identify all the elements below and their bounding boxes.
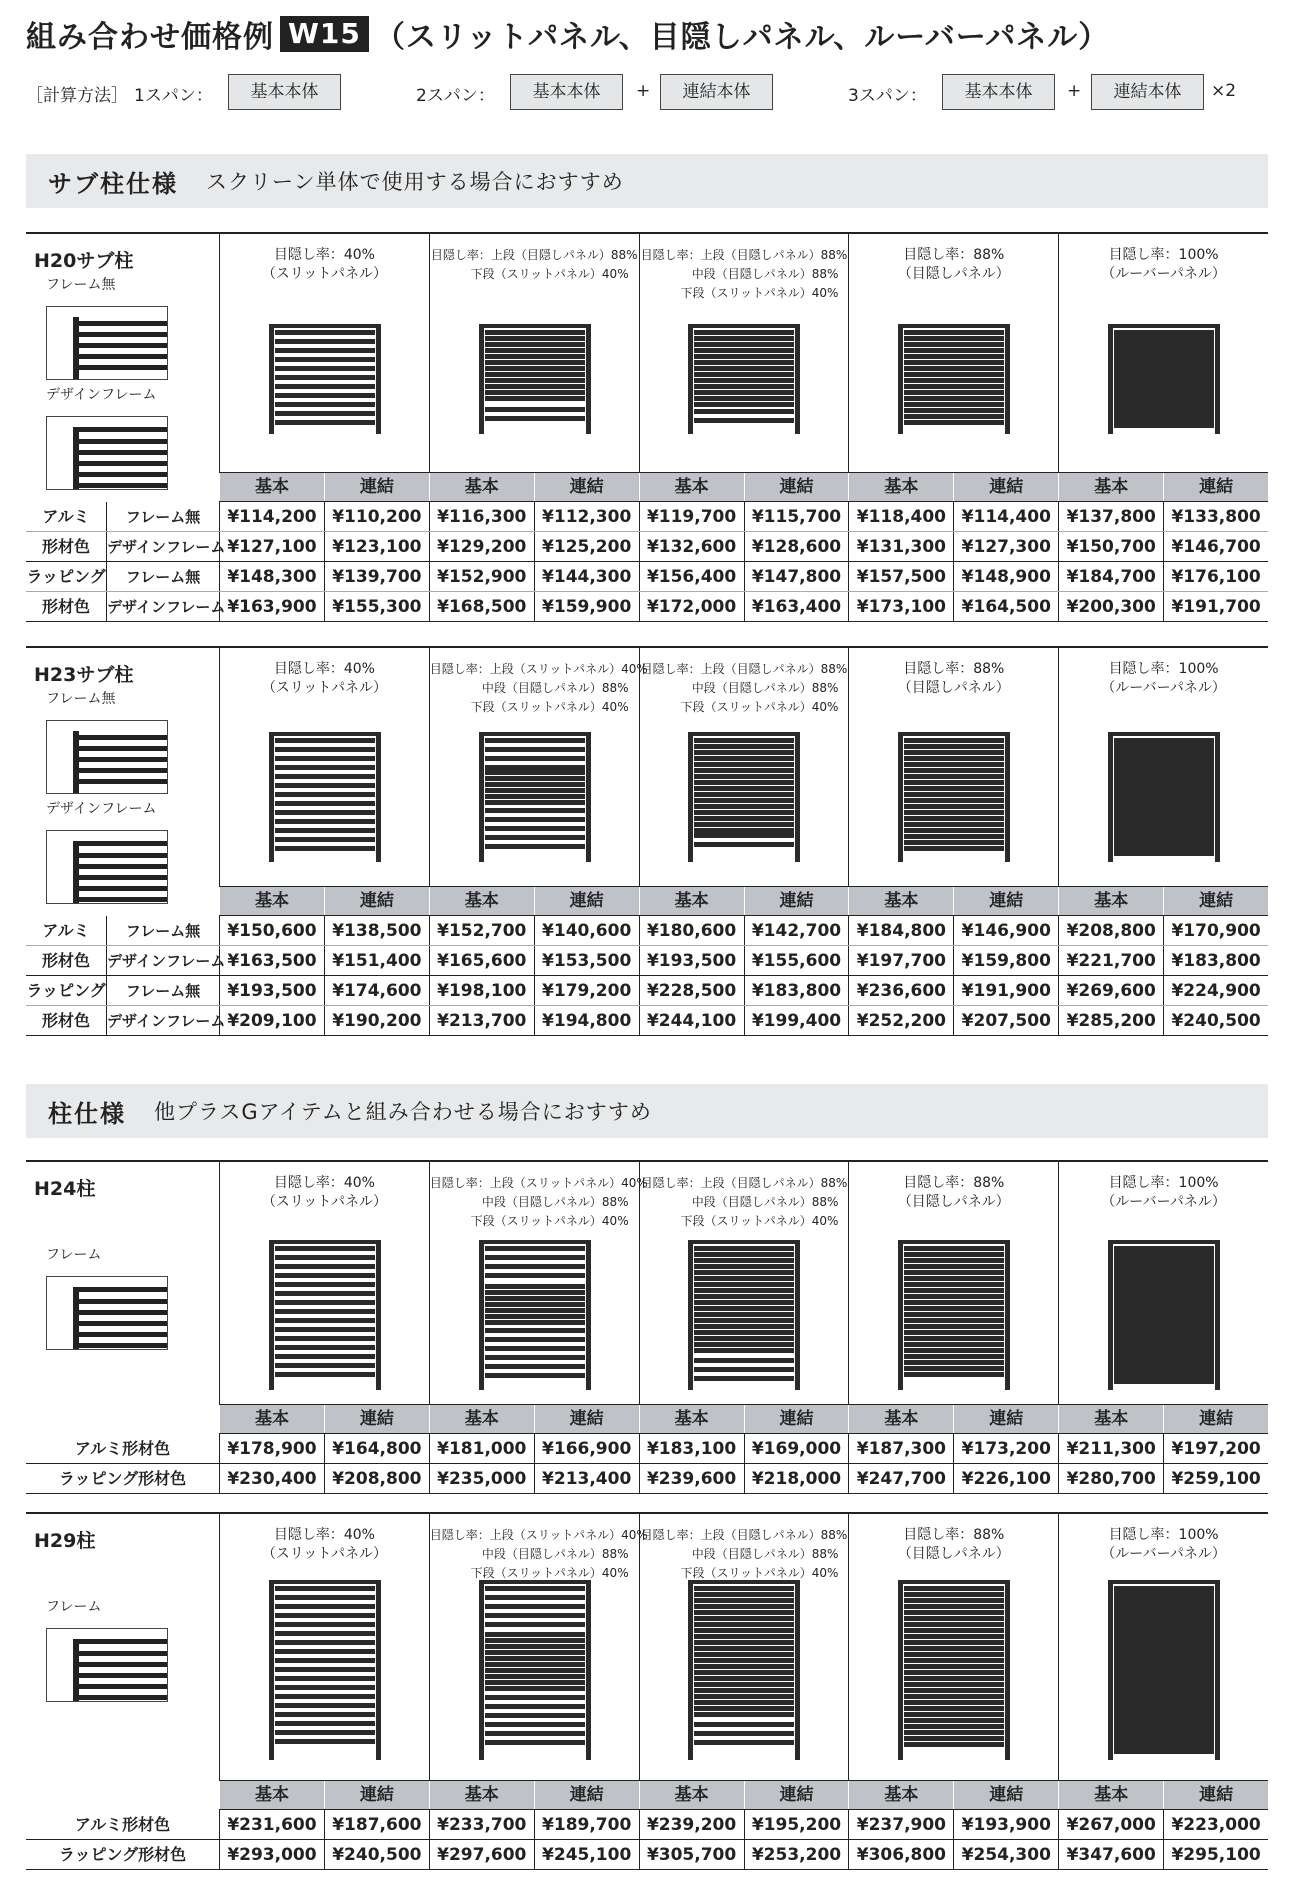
price-cell: ¥155,300: [324, 592, 429, 621]
price-cell: ¥127,100: [219, 532, 324, 561]
header-base: 基本: [848, 473, 953, 501]
price-cell: ¥231,600: [219, 1810, 324, 1839]
price-row: [26, 1840, 1268, 1870]
panel-image: [1108, 1240, 1220, 1390]
calc-plus-2: +: [1067, 81, 1082, 101]
frame-label: デザインフレーム: [46, 801, 157, 817]
calc-link-box-3: 連結本体: [1091, 74, 1204, 110]
panel-image: [688, 324, 800, 434]
panel-image: [269, 324, 381, 434]
frame-type-label: デザインフレーム: [106, 532, 219, 561]
price-cell: ¥237,900: [848, 1810, 953, 1839]
price-cell: ¥174,600: [324, 976, 429, 1005]
header-link: 連結: [953, 1781, 1058, 1809]
panel-column: [219, 234, 429, 472]
price-cell: ¥247,700: [848, 1464, 953, 1493]
frame-label: フレーム: [46, 1599, 102, 1615]
frame-label: デザインフレーム: [46, 387, 157, 403]
price-cell: ¥140,600: [534, 916, 639, 945]
panel-caption: 目隠し率：上段（スリットパネル）40% 中段（目隠しパネル）88% 下段（スリットパネル）40%: [429, 1528, 648, 1580]
panel-column: [1058, 234, 1268, 472]
price-cell: ¥168,500: [429, 592, 534, 621]
panel-image: [479, 1240, 591, 1390]
price-row: [26, 1464, 1268, 1494]
price-cell: ¥306,800: [848, 1840, 953, 1869]
panel-image: [898, 732, 1010, 862]
price-cell: ¥184,700: [1058, 562, 1163, 591]
header-base: 基本: [429, 473, 534, 501]
calc-method: [26, 74, 1268, 110]
price-cell: ¥190,200: [324, 1006, 429, 1035]
price-cell: ¥208,800: [324, 1464, 429, 1493]
price-cell: ¥233,700: [429, 1810, 534, 1839]
panel-caption: 目隠し率：100% （ルーバーパネル）: [1101, 661, 1226, 696]
material-label: ラッピング形材色: [58, 1469, 187, 1488]
header-link: 連結: [534, 473, 639, 501]
price-row: [26, 1434, 1268, 1464]
title-badge: W15: [280, 16, 369, 52]
price-cell: ¥183,800: [744, 976, 849, 1005]
panel-column: [639, 234, 849, 472]
material-label: 形材色: [41, 1011, 90, 1030]
panel-image: [269, 732, 381, 862]
panel-caption: 目隠し率：上段（目隠しパネル）88% 中段（目隠しパネル）88% 下段（スリットパネル）40%: [640, 662, 848, 714]
frame-label: フレーム: [46, 1247, 102, 1263]
price-cell: ¥116,300: [429, 502, 534, 531]
header-base: 基本: [219, 1405, 324, 1433]
header-base: 基本: [1058, 473, 1163, 501]
price-cell: ¥239,600: [639, 1464, 744, 1493]
price-cell: ¥151,400: [324, 946, 429, 975]
price-cell: ¥213,700: [429, 1006, 534, 1035]
header-link: 連結: [953, 473, 1058, 501]
panel-caption: 目隠し率：40% （スリットパネル）: [261, 1527, 387, 1562]
price-cell: ¥293,000: [219, 1840, 324, 1869]
price-cell: ¥153,500: [534, 946, 639, 975]
price-cell: ¥285,200: [1058, 1006, 1163, 1035]
price-cell: ¥159,800: [953, 946, 1058, 975]
price-cell: ¥119,700: [639, 502, 744, 531]
price-cell: ¥144,300: [534, 562, 639, 591]
price-cell: ¥253,200: [744, 1840, 849, 1869]
price-cell: ¥197,200: [1163, 1434, 1268, 1463]
price-cell: ¥240,500: [324, 1840, 429, 1869]
price-cell: ¥236,600: [848, 976, 953, 1005]
price-cell: ¥180,600: [639, 916, 744, 945]
panel-caption: 目隠し率：上段（目隠しパネル）88% 下段（スリットパネル）40%: [430, 248, 638, 281]
price-cell: ¥193,500: [639, 946, 744, 975]
price-block: [26, 1160, 1268, 1494]
header-link: 連結: [1163, 1781, 1268, 1809]
header-base: 基本: [639, 1405, 744, 1433]
price-cell: ¥138,500: [324, 916, 429, 945]
material-label: アルミ形材色: [74, 1439, 171, 1458]
frame-thumbnail: [46, 1276, 168, 1350]
header-link: 連結: [324, 473, 429, 501]
header-base: 基本: [1058, 1405, 1163, 1433]
header-base: 基本: [219, 473, 324, 501]
panel-image: [898, 1240, 1010, 1390]
price-cell: ¥176,100: [1163, 562, 1268, 591]
material-label: 形材色: [41, 597, 90, 616]
price-cell: ¥189,700: [534, 1810, 639, 1839]
price-cell: ¥198,100: [429, 976, 534, 1005]
price-cell: ¥129,200: [429, 532, 534, 561]
section-band-post: [26, 1084, 1268, 1138]
header-base: 基本: [639, 887, 744, 915]
material-label: 形材色: [41, 951, 90, 970]
price-cell: ¥156,400: [639, 562, 744, 591]
price-cell: ¥178,900: [219, 1434, 324, 1463]
calc-times: ×2: [1211, 81, 1237, 101]
panel-column: [848, 1514, 1058, 1780]
price-cell: ¥235,000: [429, 1464, 534, 1493]
price-row: [26, 1006, 1268, 1036]
panel-caption: 目隠し率：100% （ルーバーパネル）: [1101, 247, 1226, 282]
calc-base-box-2: 基本本体: [510, 74, 623, 110]
price-block: [26, 646, 1268, 1036]
price-cell: ¥114,400: [953, 502, 1058, 531]
price-cell: ¥150,600: [219, 916, 324, 945]
header-base: 基本: [848, 887, 953, 915]
price-cell: ¥223,000: [1163, 1810, 1268, 1839]
header-link: 連結: [744, 473, 849, 501]
price-cell: ¥245,100: [534, 1840, 639, 1869]
panel-caption: 目隠し率：上段（目隠しパネル）88% 中段（目隠しパネル）88% 下段（スリットパネル）40%: [640, 1528, 848, 1580]
header-base: 基本: [1058, 1781, 1163, 1809]
header-link: 連結: [534, 887, 639, 915]
material-label: アルミ: [42, 921, 90, 940]
price-cell: ¥110,200: [324, 502, 429, 531]
price-cell: ¥181,000: [429, 1434, 534, 1463]
price-row: [26, 562, 1268, 592]
price-cell: ¥173,200: [953, 1434, 1058, 1463]
panel-image: [688, 1240, 800, 1390]
panel-caption: 目隠し率：100% （ルーバーパネル）: [1101, 1527, 1226, 1562]
price-cell: ¥114,200: [219, 502, 324, 531]
panel-column: [639, 1162, 849, 1404]
price-row: [26, 916, 1268, 946]
price-cell: ¥230,400: [219, 1464, 324, 1493]
price-cell: ¥146,700: [1163, 532, 1268, 561]
header-base: 基本: [219, 1781, 324, 1809]
frame-type-label: デザインフレーム: [106, 946, 219, 975]
price-header: [219, 1780, 1268, 1810]
price-cell: ¥269,600: [1058, 976, 1163, 1005]
panel-caption: 目隠し率：40% （スリットパネル）: [261, 1175, 387, 1210]
price-cell: ¥305,700: [639, 1840, 744, 1869]
material-label: ラッピング: [26, 567, 106, 586]
panel-image: [898, 1580, 1010, 1760]
model-name: H29柱: [34, 1530, 96, 1552]
frame-type-label: デザインフレーム: [106, 592, 219, 621]
price-cell: ¥170,900: [1163, 916, 1268, 945]
panel-column: [848, 1162, 1058, 1404]
price-cell: ¥179,200: [534, 976, 639, 1005]
price-cell: ¥146,900: [953, 916, 1058, 945]
band-desc: スクリーン単体で使用する場合におすすめ: [206, 170, 624, 194]
material-label: アルミ: [42, 507, 90, 526]
header-link: 連結: [744, 1781, 849, 1809]
price-cell: ¥150,700: [1058, 532, 1163, 561]
price-cell: ¥193,900: [953, 1810, 1058, 1839]
price-cell: ¥200,300: [1058, 592, 1163, 621]
panel-caption: 目隠し率：40% （スリットパネル）: [261, 247, 387, 282]
price-cell: ¥183,800: [1163, 946, 1268, 975]
header-link: 連結: [534, 1405, 639, 1433]
price-cell: ¥239,200: [639, 1810, 744, 1839]
panel-caption: 目隠し率：88% （目隠しパネル）: [897, 247, 1010, 282]
price-cell: ¥183,100: [639, 1434, 744, 1463]
panel-caption: 目隠し率：上段（スリットパネル）40% 中段（目隠しパネル）88% 下段（スリットパネル）40%: [429, 662, 648, 714]
price-cell: ¥184,800: [848, 916, 953, 945]
header-base: 基本: [429, 1781, 534, 1809]
panel-column: [639, 1514, 849, 1780]
price-cell: ¥118,400: [848, 502, 953, 531]
material-label: ラッピング: [26, 981, 106, 1000]
price-cell: ¥187,600: [324, 1810, 429, 1839]
price-cell: ¥211,300: [1058, 1434, 1163, 1463]
price-cell: ¥259,100: [1163, 1464, 1268, 1493]
calc-label: ［計算方法］: [26, 86, 128, 106]
header-link: 連結: [324, 1405, 429, 1433]
price-cell: ¥244,100: [639, 1006, 744, 1035]
price-cell: ¥193,500: [219, 976, 324, 1005]
header-link: 連結: [534, 1781, 639, 1809]
price-cell: ¥155,600: [744, 946, 849, 975]
frame-label: フレーム無: [46, 277, 116, 293]
calc-plus-1: +: [636, 81, 651, 101]
price-cell: ¥133,800: [1163, 502, 1268, 531]
price-cell: ¥163,400: [744, 592, 849, 621]
price-row: [26, 502, 1268, 532]
panel-image: [898, 324, 1010, 434]
price-cell: ¥139,700: [324, 562, 429, 591]
band-desc: 他プラスGアイテムと組み合わせる場合におすすめ: [154, 1100, 652, 1124]
price-cell: ¥213,400: [534, 1464, 639, 1493]
calc-span2: 2スパン：: [416, 86, 495, 106]
calc-span1: 1スパン：: [134, 86, 213, 106]
title-prefix: 組み合わせ価格例: [26, 20, 274, 55]
header-base: 基本: [429, 1405, 534, 1433]
panel-image: [269, 1240, 381, 1390]
panel-column: [1058, 648, 1268, 886]
panel-column: [219, 1514, 429, 1780]
panel-caption: 目隠し率：40% （スリットパネル）: [261, 661, 387, 696]
price-cell: ¥295,100: [1163, 1840, 1268, 1869]
price-cell: ¥128,600: [744, 532, 849, 561]
panel-caption: 目隠し率：上段（スリットパネル）40% 中段（目隠しパネル）88% 下段（スリットパネル）40%: [429, 1176, 648, 1228]
price-cell: ¥115,700: [744, 502, 849, 531]
frame-thumbnail: [46, 306, 168, 380]
frame-thumbnail: [46, 830, 168, 904]
price-cell: ¥221,700: [1058, 946, 1163, 975]
price-cell: ¥199,400: [744, 1006, 849, 1035]
panel-image: [479, 324, 591, 434]
panel-column: [1058, 1162, 1268, 1404]
material-label: 形材色: [41, 537, 90, 556]
price-cell: ¥163,500: [219, 946, 324, 975]
header-base: 基本: [219, 887, 324, 915]
price-cell: ¥164,500: [953, 592, 1058, 621]
price-cell: ¥240,500: [1163, 1006, 1268, 1035]
price-cell: ¥197,700: [848, 946, 953, 975]
price-block: [26, 1512, 1268, 1870]
price-cell: ¥187,300: [848, 1434, 953, 1463]
calc-base-box-3: 基本本体: [942, 74, 1055, 110]
price-cell: ¥297,600: [429, 1840, 534, 1869]
panel-caption: 目隠し率：上段（目隠しパネル）88% 中段（目隠しパネル）88% 下段（スリットパネル）40%: [640, 248, 848, 300]
page-title: [26, 12, 1109, 56]
price-cell: ¥254,300: [953, 1840, 1058, 1869]
panel-column: [639, 648, 849, 886]
header-link: 連結: [744, 1405, 849, 1433]
section-band-sub-post: [26, 154, 1268, 208]
price-cell: ¥218,000: [744, 1464, 849, 1493]
panel-column: [219, 648, 429, 886]
panel-caption: 目隠し率：88% （目隠しパネル）: [897, 661, 1010, 696]
header-base: 基本: [848, 1405, 953, 1433]
price-cell: ¥125,200: [534, 532, 639, 561]
material-label: ラッピング形材色: [58, 1845, 187, 1864]
panel-image: [688, 1580, 800, 1760]
header-link: 連結: [953, 887, 1058, 915]
price-cell: ¥152,900: [429, 562, 534, 591]
header-base: 基本: [848, 1781, 953, 1809]
panel-image: [1108, 1580, 1220, 1760]
price-cell: ¥191,700: [1163, 592, 1268, 621]
panel-column: [429, 234, 639, 472]
panel-column: [429, 648, 648, 886]
price-cell: ¥163,900: [219, 592, 324, 621]
frame-type-label: フレーム無: [106, 502, 219, 531]
frame-thumbnail: [46, 1628, 168, 1702]
price-cell: ¥157,500: [848, 562, 953, 591]
price-cell: ¥280,700: [1058, 1464, 1163, 1493]
price-cell: ¥148,300: [219, 562, 324, 591]
price-cell: ¥164,800: [324, 1434, 429, 1463]
model-name: H23サブ柱: [34, 664, 134, 686]
band-title: 柱仕様: [48, 1099, 126, 1128]
price-cell: ¥112,300: [534, 502, 639, 531]
price-cell: ¥137,800: [1058, 502, 1163, 531]
price-cell: ¥194,800: [534, 1006, 639, 1035]
price-cell: ¥347,600: [1058, 1840, 1163, 1869]
header-base: 基本: [639, 473, 744, 501]
price-cell: ¥195,200: [744, 1810, 849, 1839]
price-header: [219, 1404, 1268, 1434]
header-link: 連結: [324, 1781, 429, 1809]
panel-column: [429, 1162, 648, 1404]
price-cell: ¥131,300: [848, 532, 953, 561]
price-cell: ¥172,000: [639, 592, 744, 621]
band-title: サブ柱仕様: [48, 169, 178, 198]
calc-base-box-1: 基本本体: [228, 74, 341, 110]
price-row: [26, 946, 1268, 976]
price-header: [219, 472, 1268, 502]
price-cell: ¥226,100: [953, 1464, 1058, 1493]
panel-image: [269, 1580, 381, 1760]
price-cell: ¥159,900: [534, 592, 639, 621]
price-header: [219, 886, 1268, 916]
price-cell: ¥152,700: [429, 916, 534, 945]
price-row: [26, 532, 1268, 562]
price-block: [26, 232, 1268, 622]
price-cell: ¥191,900: [953, 976, 1058, 1005]
price-cell: ¥166,900: [534, 1434, 639, 1463]
material-label: アルミ形材色: [74, 1815, 171, 1834]
model-name: H24柱: [34, 1178, 96, 1200]
panel-column: [219, 1162, 429, 1404]
price-cell: ¥207,500: [953, 1006, 1058, 1035]
frame-type-label: フレーム無: [106, 916, 219, 945]
title-suffix: （スリットパネル、目隠しパネル、ルーバーパネル）: [374, 20, 1110, 55]
price-cell: ¥142,700: [744, 916, 849, 945]
calc-link-box-2: 連結本体: [660, 74, 773, 110]
frame-thumbnail: [46, 416, 168, 490]
price-cell: ¥173,100: [848, 592, 953, 621]
model-name: H20サブ柱: [34, 250, 134, 272]
panel-caption: 目隠し率：88% （目隠しパネル）: [897, 1175, 1010, 1210]
header-link: 連結: [744, 887, 849, 915]
price-cell: ¥147,800: [744, 562, 849, 591]
frame-type-label: デザインフレーム: [106, 1006, 219, 1035]
frame-type-label: フレーム無: [106, 562, 219, 591]
panel-image: [1108, 324, 1220, 434]
price-cell: ¥224,900: [1163, 976, 1268, 1005]
price-cell: ¥252,200: [848, 1006, 953, 1035]
panel-caption: 目隠し率：100% （ルーバーパネル）: [1101, 1175, 1226, 1210]
price-cell: ¥132,600: [639, 532, 744, 561]
calc-span3: 3スパン：: [848, 86, 927, 106]
header-link: 連結: [1163, 887, 1268, 915]
price-row: [26, 592, 1268, 622]
price-cell: ¥267,000: [1058, 1810, 1163, 1839]
price-cell: ¥208,800: [1058, 916, 1163, 945]
panel-caption: 目隠し率：上段（目隠しパネル）88% 中段（目隠しパネル）88% 下段（スリットパネル）40%: [640, 1176, 848, 1228]
panel-image: [688, 732, 800, 862]
panel-image: [479, 1580, 591, 1760]
header-link: 連結: [1163, 473, 1268, 501]
frame-label: フレーム無: [46, 691, 116, 707]
price-cell: ¥228,500: [639, 976, 744, 1005]
header-link: 連結: [324, 887, 429, 915]
frame-type-label: フレーム無: [106, 976, 219, 1005]
header-base: 基本: [639, 1781, 744, 1809]
price-row: [26, 1810, 1268, 1840]
header-link: 連結: [1163, 1405, 1268, 1433]
price-cell: ¥165,600: [429, 946, 534, 975]
panel-column: [429, 1514, 648, 1780]
header-base: 基本: [1058, 887, 1163, 915]
price-cell: ¥127,300: [953, 532, 1058, 561]
panel-caption: 目隠し率：88% （目隠しパネル）: [897, 1527, 1010, 1562]
price-cell: ¥209,100: [219, 1006, 324, 1035]
frame-thumbnail: [46, 720, 168, 794]
panel-image: [1108, 732, 1220, 862]
price-cell: ¥148,900: [953, 562, 1058, 591]
price-row: [26, 976, 1268, 1006]
header-base: 基本: [429, 887, 534, 915]
panel-column: [848, 234, 1058, 472]
panel-column: [1058, 1514, 1268, 1780]
panel-image: [479, 732, 591, 862]
price-cell: ¥169,000: [744, 1434, 849, 1463]
price-cell: ¥123,100: [324, 532, 429, 561]
panel-column: [848, 648, 1058, 886]
header-link: 連結: [953, 1405, 1058, 1433]
